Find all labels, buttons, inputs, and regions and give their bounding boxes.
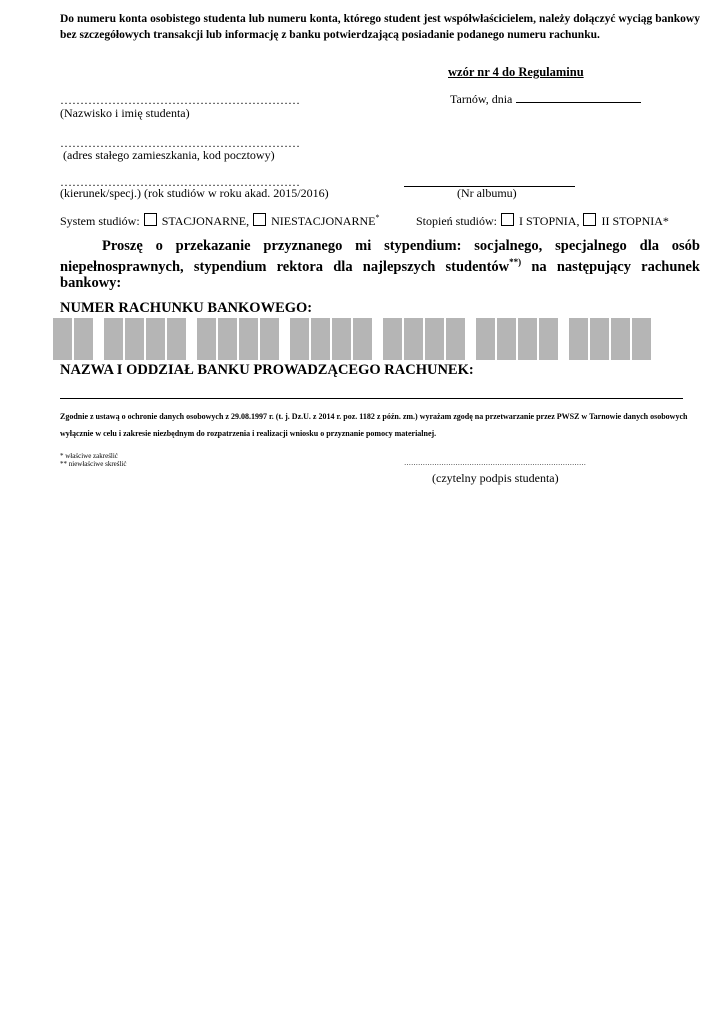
account-digit-box[interactable]: [53, 318, 72, 360]
checkbox-first-degree[interactable]: [501, 213, 514, 226]
account-digit-box[interactable]: [146, 318, 165, 360]
account-digit-box[interactable]: [497, 318, 516, 360]
account-digit-box[interactable]: [590, 318, 609, 360]
option-second-degree: II STOPNIA*: [601, 214, 669, 228]
checkbox-niestacjonarne[interactable]: [253, 213, 266, 226]
account-digit-box[interactable]: [239, 318, 258, 360]
name-dots[interactable]: ……………………………………………………: [60, 93, 300, 107]
data-consent-clause: Zgodnie z ustawą o ochronie danych osobowych z 29.08.1997 r. (t. j. Dz.U. z 2014 r. poz. 1182 z późn. zm.) wyrażam zgodę na przetwarzanie przez PWSZ w Tarnowie danych osobowych wyłącznie w celu i zakresie niezbędnym do rozpatrzenia i realizacji wniosku o przyznanie pomocy materialnej.: [60, 412, 688, 438]
account-digit-box[interactable]: [632, 318, 651, 360]
address-dots[interactable]: ……………………………………………………: [60, 136, 300, 150]
option-first-degree: I STOPNIA,: [519, 214, 580, 228]
account-digit-box[interactable]: [404, 318, 423, 360]
option-niestacjonarne: NIESTACJONARNE: [271, 214, 376, 228]
bank-heading: NAZWA I ODDZIAŁ BANKU PROWADZĄCEGO RACHUNEK:: [60, 362, 474, 378]
account-digit-box[interactable]: [197, 318, 216, 360]
account-number-boxes: [53, 318, 711, 360]
request-text: Proszę o przekazanie przyznanego mi stypendium: socjalnego, specjalnego dla osób niepełnosprawnych, stypendium rektora dla najlepszych studentów: [60, 238, 700, 275]
account-digit-box[interactable]: [611, 318, 630, 360]
bank-name-line[interactable]: [60, 398, 683, 399]
study-level-row: [416, 213, 669, 229]
account-digit-box[interactable]: [260, 318, 279, 360]
account-heading: NUMER RACHUNKU BANKOWEGO:: [60, 300, 313, 316]
request-paragraph: [60, 238, 700, 291]
signature-line[interactable]: ……………………………………………………………………: [404, 459, 586, 467]
footnotes: [60, 452, 126, 468]
form-reference: wzór nr 4 do Regulaminu: [448, 65, 584, 79]
signature-label: (czytelny podpis studenta): [432, 471, 559, 485]
account-digit-box[interactable]: [539, 318, 558, 360]
account-digit-box[interactable]: [125, 318, 144, 360]
city-label: Tarnów, dnia: [450, 92, 513, 106]
album-label: (Nr albumu): [457, 186, 517, 200]
account-digit-box[interactable]: [218, 318, 237, 360]
account-digit-box[interactable]: [518, 318, 537, 360]
request-footnote-marker: **): [509, 257, 522, 267]
account-digit-box[interactable]: [383, 318, 402, 360]
account-digit-box[interactable]: [569, 318, 588, 360]
footnote-2: ** niewłaściwe skreślić: [60, 460, 127, 468]
account-digit-box[interactable]: [425, 318, 444, 360]
study-level-label: Stopień studiów:: [416, 214, 498, 228]
option-stacjonarne: STACJONARNE,: [161, 214, 250, 228]
account-digit-box[interactable]: [311, 318, 330, 360]
account-digit-box[interactable]: [290, 318, 309, 360]
account-digit-box[interactable]: [332, 318, 351, 360]
request-text-end: na następujący rachunek bankowy:: [60, 258, 700, 291]
study-system-row: [60, 213, 379, 229]
asterisk-marker: *: [375, 213, 380, 222]
account-digit-box[interactable]: [104, 318, 123, 360]
checkbox-second-degree[interactable]: [583, 213, 596, 226]
place-date-field[interactable]: [450, 91, 641, 107]
course-label: (kierunek/specj.) (rok studiów w roku akad. 2015/2016): [60, 186, 329, 200]
checkbox-stacjonarne[interactable]: [144, 213, 157, 226]
footnote-1: * właściwe zakreślić: [60, 452, 118, 460]
name-label: (Nazwisko i imię studenta): [60, 106, 190, 120]
account-digit-box[interactable]: [476, 318, 495, 360]
study-system-label: System studiów:: [60, 214, 140, 228]
account-digit-box[interactable]: [446, 318, 465, 360]
course-dots[interactable]: ……………………………………………………: [60, 175, 300, 189]
date-line[interactable]: [516, 91, 641, 103]
address-label: (adres stałego zamieszkania, kod pocztowy): [60, 148, 275, 162]
account-digit-box[interactable]: [167, 318, 186, 360]
account-digit-box[interactable]: [353, 318, 372, 360]
account-digit-box[interactable]: [74, 318, 93, 360]
bank-statement-notice: Do numeru konta osobistego studenta lub numeru konta, którego student jest współwłaścicielem, należy dołączyć wyciąg bankowy bez szczegółowych transakcji lub informację z banku potwierdzającą posiadanie podanego numeru rachunku.: [60, 13, 700, 41]
